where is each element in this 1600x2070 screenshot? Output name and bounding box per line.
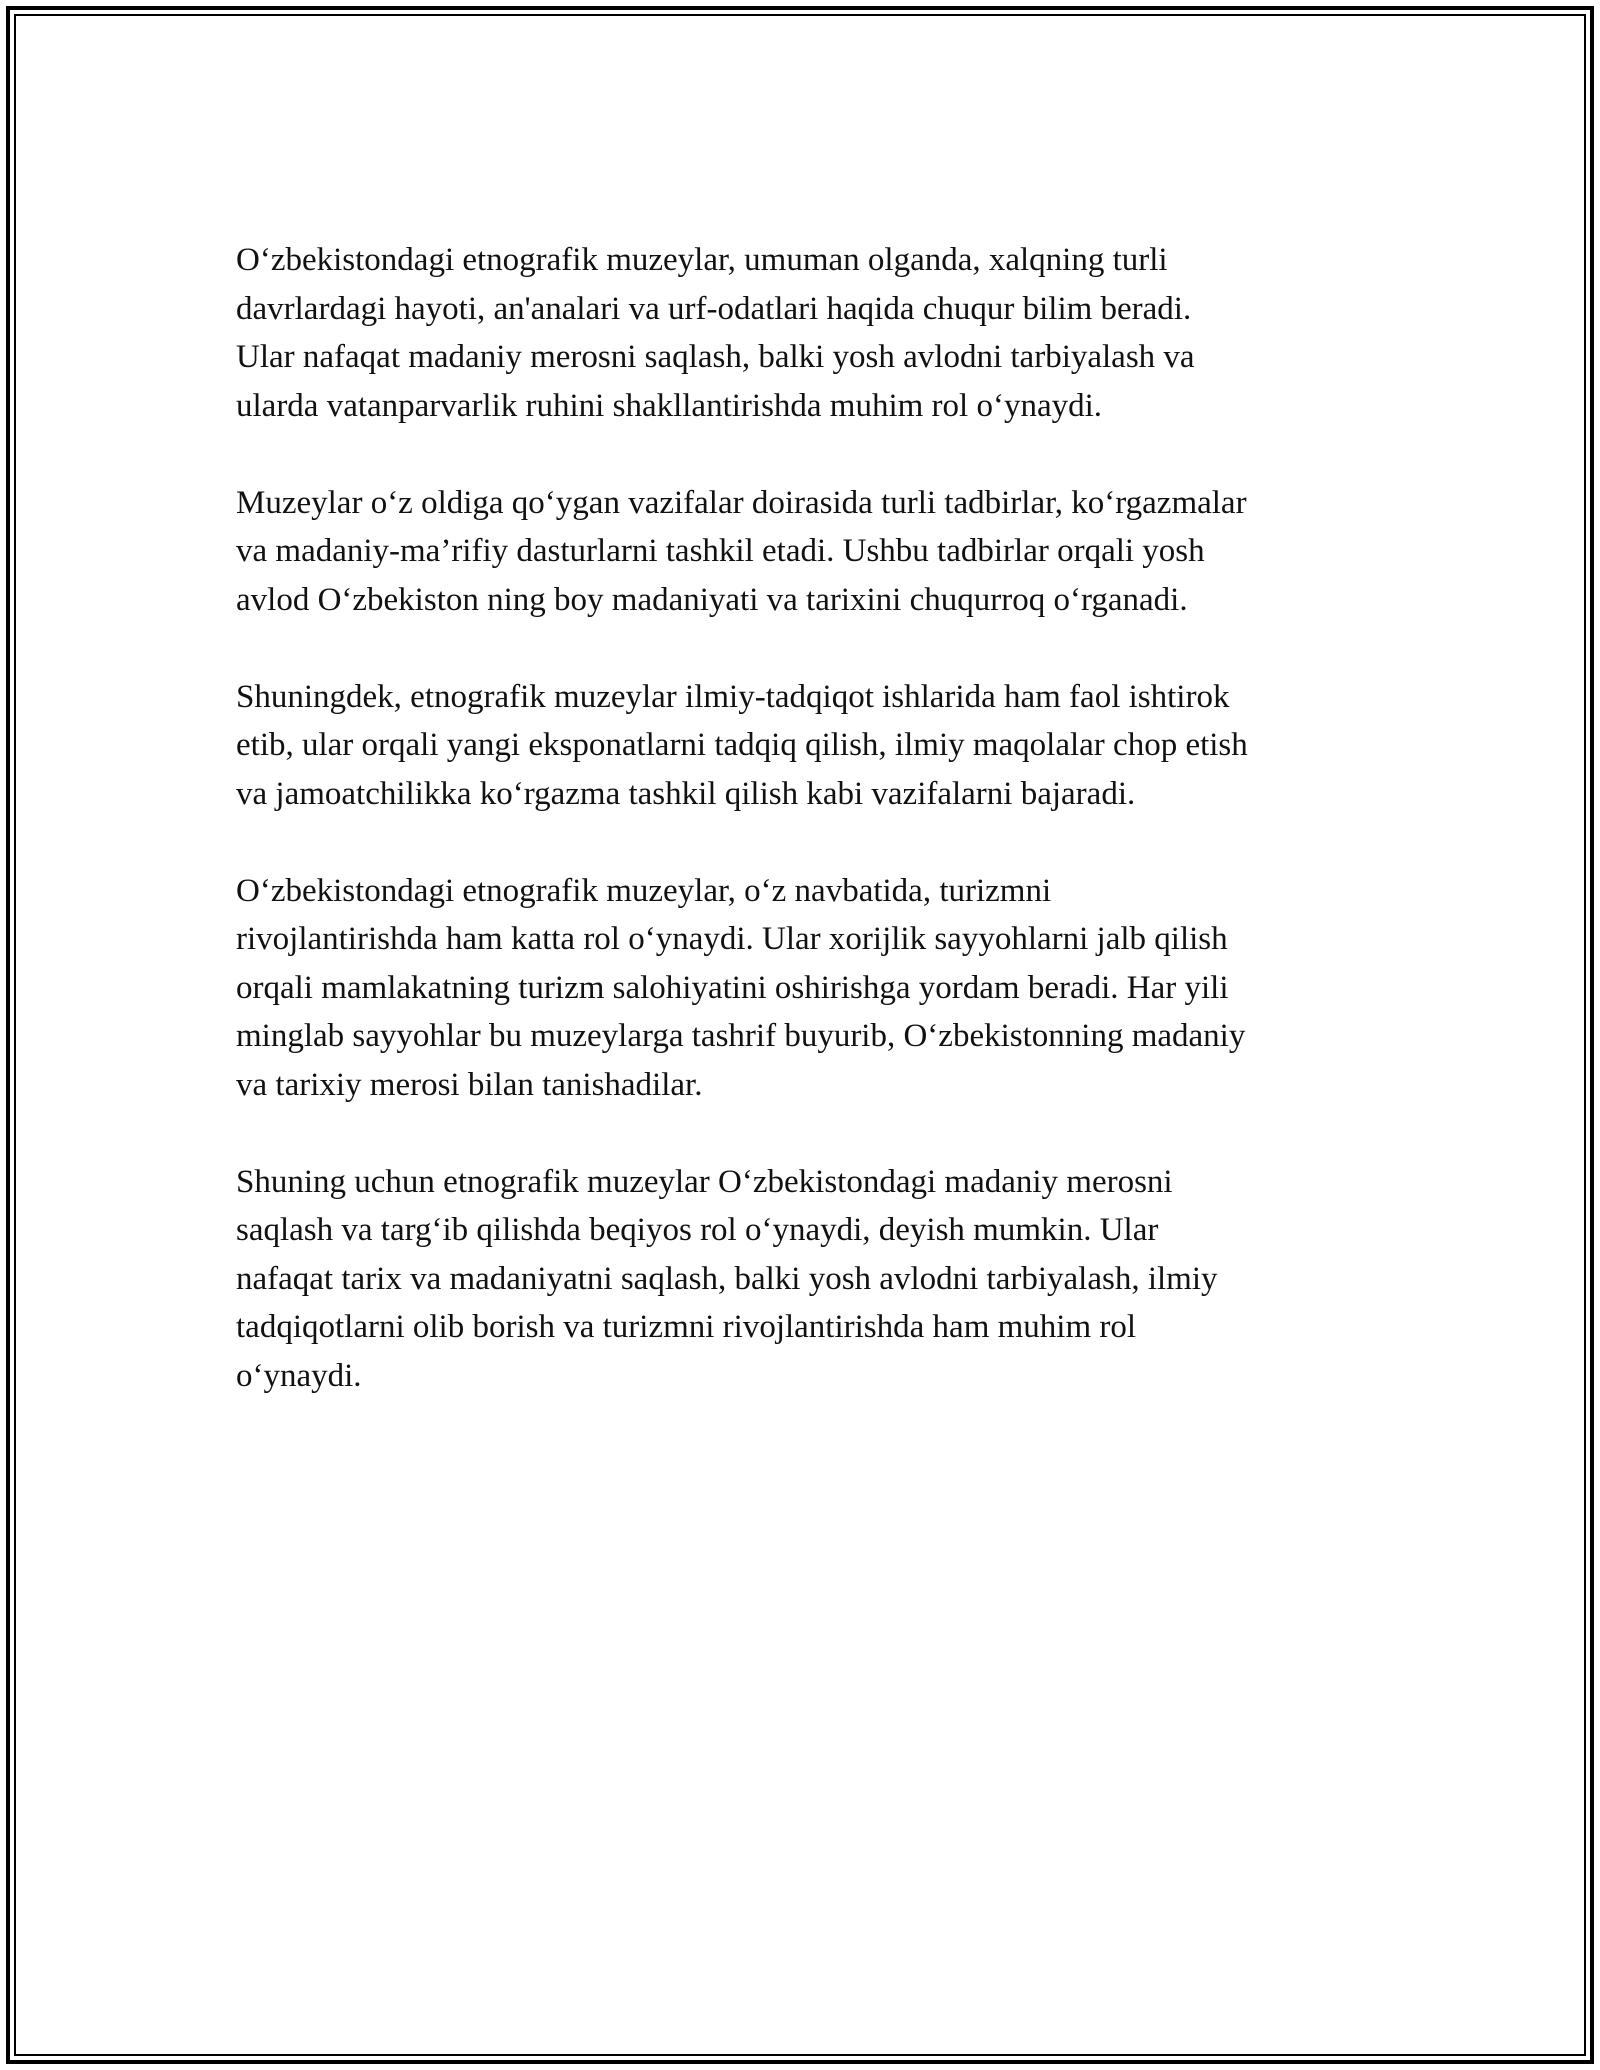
paragraph-4: O‘zbekistondagi etnografik muzeylar, o‘z navbatida, turizmni rivojlantirishda ham katta rol o‘ynaydi. Ular xorijlik sayyohlarni jalb qilish orqali mamlakatning turizm salohiyatini oshirishga yordam beradi. Har yili minglab sayyohlar bu muzeylarga tashrif buyurib, O‘zbekistonning madaniy va tarixiy merosi bilan tanishadilar. [236,872,1246,1103]
paragraph-1: O‘zbekistondagi etnografik muzeylar, umuman olganda, xalqning turli davrlardagi hayoti, an'analari va urf-odatlari haqida chuqur bilim beradi. Ular nafaqat madaniy merosni saqlash, balki yosh avlodni tarbiyalash va ularda vatanparvarlik ruhini shakllantirishda muhim rol o‘ynaydi. [236,242,1195,424]
paragraph-3: Shuningdek, etnografik muzeylar ilmiy-tadqiqot ishlarida ham faol ishtirok etib, ular orqali yangi eksponatlarni tadqiq qilish, ilmiy maqolalar chop etish va jamoatchilikka ko‘rgazma tashkil qilish kabi vazifalarni bajaradi. [236,678,1248,812]
paragraph-2: Muzeylar o‘z oldiga qo‘ygan vazifalar doirasida turli tadbirlar, ko‘rgazmalar va madaniy-ma’rifiy dasturlarni tashkil etadi. Ushbu tadbirlar orqali yosh avlod O‘zbekiston ning boy madaniyati va tarixini chuqurroq o‘rganadi. [236,484,1247,618]
paragraph-5: Shuning uchun etnografik muzeylar O‘zbekistondagi madaniy merosni saqlash va targ‘ib qilishda beqiyos rol o‘ynaydi, deyish mumkin. Ular nafaqat tarix va madaniyatni saqlash, balki yosh avlodni tarbiyalash, ilmiy tadqiqotlarni olib borish va turizmni rivojlantirishda ham muhim rol o‘ynaydi. [236,1163,1218,1394]
document-body [236,236,1366,1449]
